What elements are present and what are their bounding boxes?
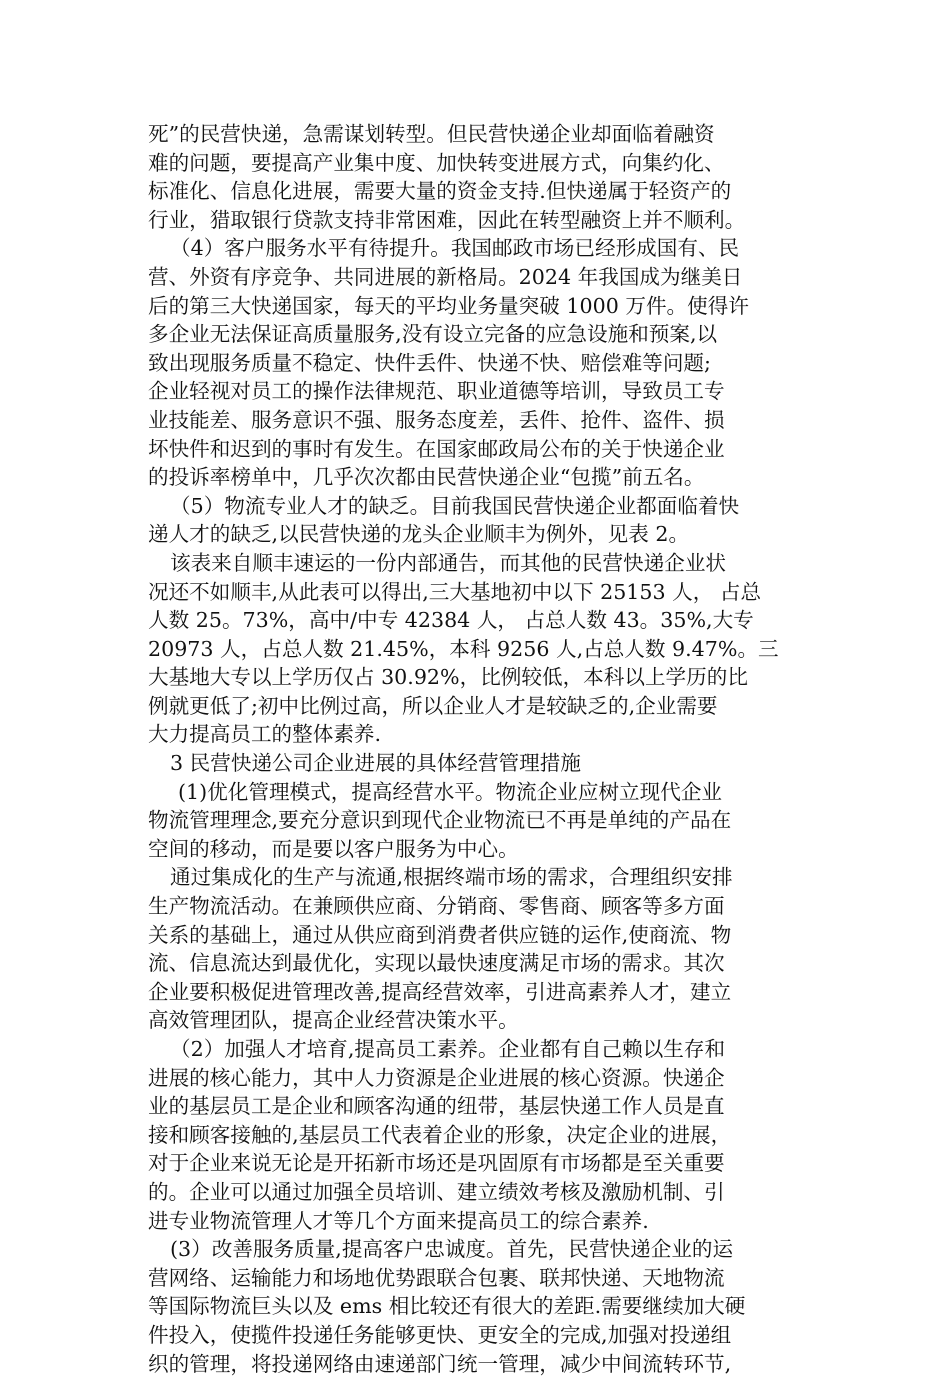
text-line: 的投诉率榜单中，几乎次次都由民营快递企业“包揽”前五名。 [148, 465, 705, 490]
text-line: 坏快件和迟到的事时有发生。在国家邮政局公布的关于快递企业 [148, 436, 725, 461]
text-line: 难的问题，要提高产业集中度、加快转变进展方式，向集约化、 [148, 150, 725, 175]
section-heading: 3 民营快递公司企业进展的具体经营管理措施 [170, 751, 581, 776]
text-line: 企业轻视对员工的操作法律规范、职业道德等培训，导致员工专 [148, 379, 725, 404]
text-line: 20973 人，占总人数 21.45%，本科 9256 人,占总人数 9.47%。三 [148, 636, 779, 661]
text-line: 大基地大专以上学历仅占 30.92%，比例较低，本科以上学历的比 [148, 665, 748, 690]
paragraph-start-line: （4）客户服务水平有待提升。我国邮政市场已经形成国有、民 [170, 236, 740, 261]
text-line: 件投入，使揽件投递任务能够更快、更安全的完成,加强对投递组 [148, 1322, 732, 1347]
text-line: 进专业物流管理人才等几个方面来提高员工的综合素养. [148, 1208, 649, 1233]
text-line: 营网络、运输能力和场地优势跟联合包裹、联邦快递、天地物流 [148, 1265, 725, 1290]
text-line: 关系的基础上，通过从供应商到消费者供应链的运作,使商流、物 [148, 922, 732, 947]
text-line: 空间的移动，而是要以客户服务为中心。 [148, 836, 519, 861]
text-line: 高效管理团队，提高企业经营决策水平。 [148, 1008, 519, 1033]
paragraph-start-line: 通过集成化的生产与流通,根据终端市场的需求，合理组织安排 [170, 865, 733, 890]
text-line: 业的基层员工是企业和顾客沟通的纽带，基层快递工作人员是直 [148, 1094, 725, 1119]
text-line: 大力提高员工的整体素养. [148, 722, 382, 747]
paragraph-start-line: (1)优化管理模式，提高经营水平。物流企业应树立现代企业 [178, 779, 723, 804]
text-line: 营、外资有序竞争、共同进展的新格局。2024 年我国成为继美日 [148, 264, 743, 289]
paragraph-start-line: (3）改善服务质量,提高客户忠诚度。首先，民营快递企业的运 [170, 1237, 734, 1262]
text-line: 业技能差、服务意识不强、服务态度差，丢件、抢件、盗件、损 [148, 407, 725, 432]
text-line: 的。企业可以通过加强全员培训、建立绩效考核及激励机制、引 [148, 1179, 725, 1204]
text-line: 等国际物流巨头以及 ems 相比较还有很大的差距.需要继续加大硬 [148, 1294, 746, 1319]
text-line: 标准化、信息化进展，需要大量的资金支持.但快递属于轻资产的 [148, 179, 732, 204]
paragraph-start-line: 该表来自顺丰速运的一份内部通告，而其他的民营快递企业状 [170, 550, 727, 575]
text-line: 织的管理，将投递网络由速递部门统一管理，减少中间流转环节, [148, 1351, 732, 1376]
text-line: 接和顾客接触的,基层员工代表着企业的形象，决定企业的进展， [148, 1122, 732, 1147]
text-line: 后的第三大快递国家，每天的平均业务量突破 1000 万件。使得许 [148, 293, 749, 318]
text-line: 递人才的缺乏,以民营快递的龙头企业顺丰为例外，见表 2。 [148, 522, 690, 547]
text-line: 致出现服务质量不稳定、快件丢件、快递不快、赔偿难等问题; [148, 350, 711, 375]
paragraph-start-line: （2）加强人才培育,提高员工素养。企业都有自己赖以生存和 [170, 1037, 726, 1061]
paragraph-start-line: （5）物流专业人才的缺乏。目前我国民营快递企业都面临着快 [170, 493, 740, 518]
text-line: 行业，猎取银行贷款支持非常困难，因此在转型融资上并不顺利。 [148, 207, 746, 232]
text-line: 物流管理理念,要充分意识到现代企业物流已不再是单纯的产品在 [148, 808, 732, 833]
text-line: 多企业无法保证高质量服务,没有设立完备的应急设施和预案,以 [148, 322, 718, 347]
text-line: 企业要积极促进管理改善,提高经营效率，引进高素养人才，建立 [148, 979, 732, 1004]
text-line: 进展的核心能力，其中人力资源是企业进展的核心资源。快递企 [148, 1065, 725, 1090]
text-line: 死”的民营快递，急需谋划转型。但民营快递企业却面临着融资 [148, 122, 715, 146]
text-line: 生产物流活动。在兼顾供应商、分销商、零售商、顾客等多方面 [148, 894, 725, 919]
text-line: 流、信息流达到最优化，实现以最快速度满足市场的需求。其次 [148, 951, 725, 976]
text-line: 对于企业来说无论是开拓新市场还是巩固原有市场都是至关重要 [148, 1151, 725, 1176]
body-text [148, 120, 788, 1378]
text-line: 况还不如顺丰,从此表可以得出,三大基地初中以下 25153 人， 占总 [148, 579, 762, 604]
text-line: 人数 25。73%，高中/中专 42384 人， 占总人数 43。35%,大专 [148, 608, 754, 633]
text-line: 例就更低了;初中比例过高，所以企业人才是较缺乏的,企业需要 [148, 693, 718, 718]
